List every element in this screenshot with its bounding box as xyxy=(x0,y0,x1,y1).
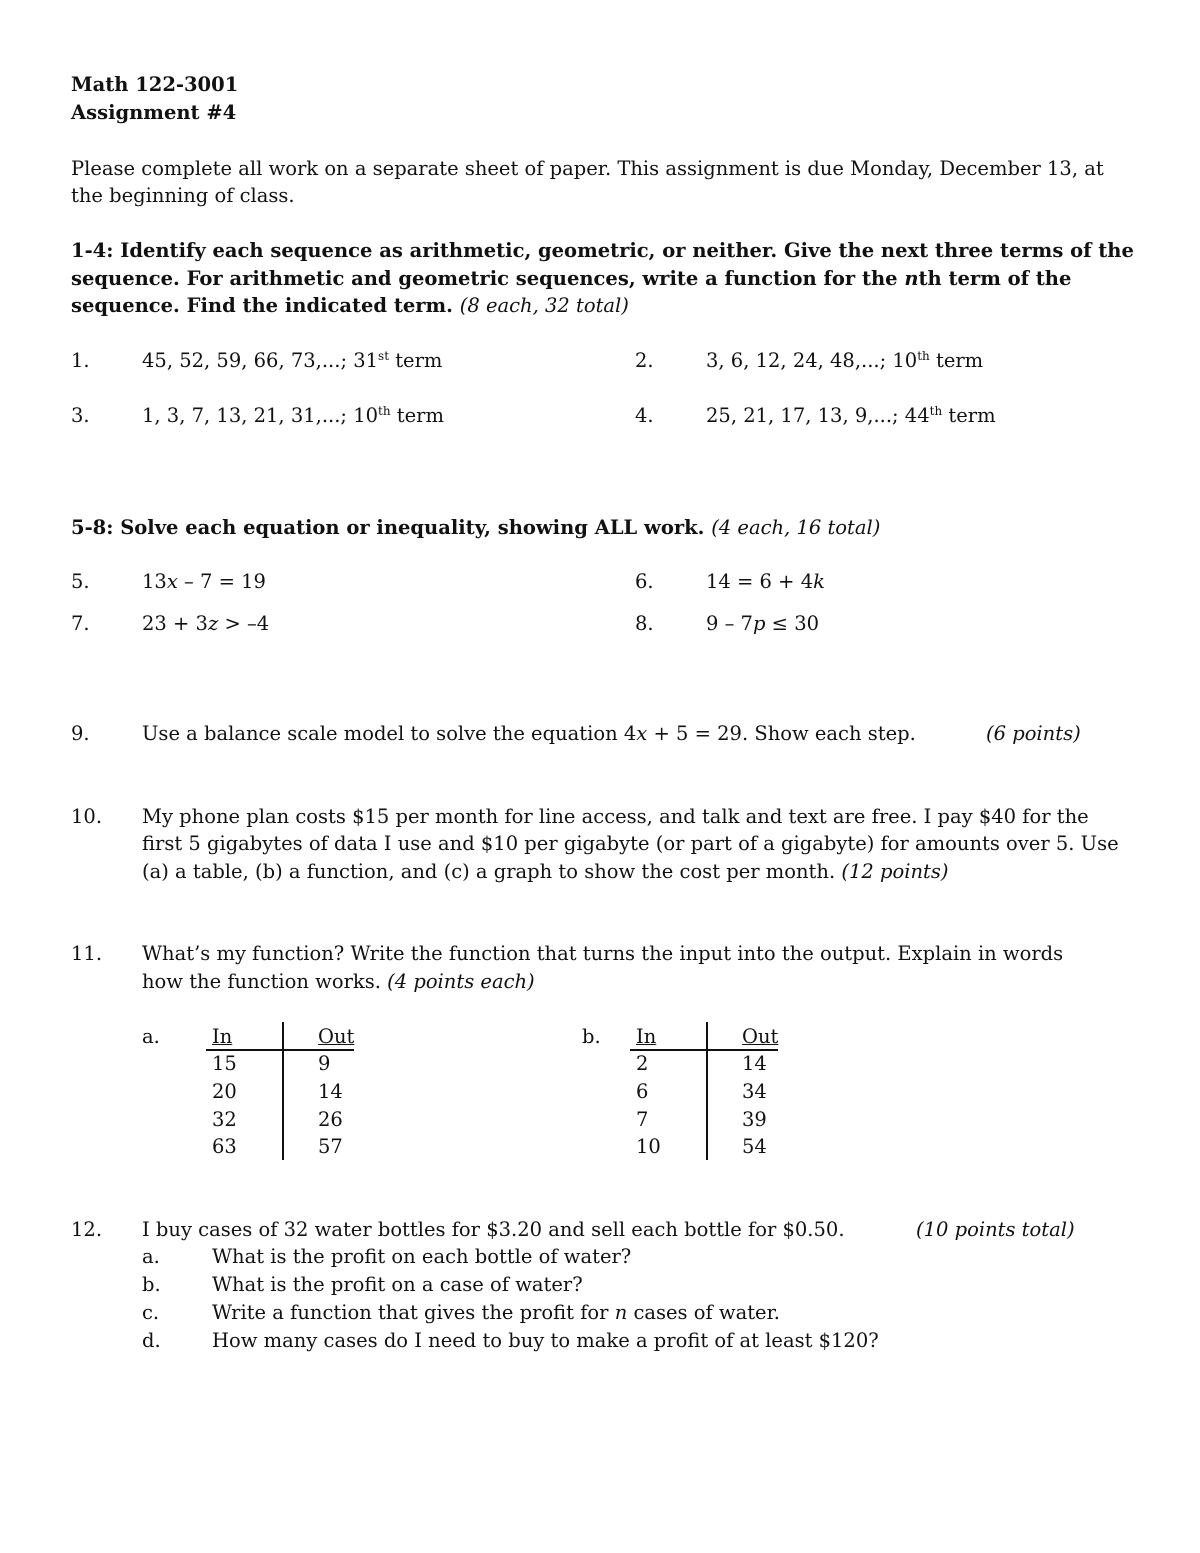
question-12-text: I buy cases of 32 water bottles for $3.20 and sell each bottle for $0.50. xyxy=(142,1218,845,1241)
table-b-out-cell: 39 xyxy=(742,1108,767,1131)
table-b-in-cell: 7 xyxy=(636,1108,649,1131)
course-title: Math 122-3001 xyxy=(71,73,239,96)
problem-6-equation: 14 = 6 + 4k xyxy=(706,570,825,593)
table-b-in-cell: 10 xyxy=(636,1135,661,1158)
question-12-part-c-label: c. xyxy=(142,1301,160,1324)
question-10-line-3: (a) a table, (b) a function, and (c) a graph to show the cost per month. (12 points) xyxy=(142,860,949,883)
table-b-in-header: In xyxy=(636,1025,657,1048)
table-b-in-cell: 2 xyxy=(636,1052,649,1075)
problem-3-sequence: 1, 3, 7, 13, 21, 31,...; 10th term xyxy=(142,404,444,427)
problem-7-number: 7. xyxy=(71,612,90,635)
table-b-label: b. xyxy=(582,1025,601,1048)
question-10-line-2: first 5 gigabytes of data I use and $10 per gigabyte (or part of a gigabyte) for amounts over 5. Use xyxy=(142,832,1119,855)
question-9-number: 9. xyxy=(71,722,90,745)
problem-8-number: 8. xyxy=(635,612,654,635)
table-a-divider xyxy=(282,1022,284,1160)
section2-heading: 5-8: Solve each equation or inequality, showing ALL work. (4 each, 16 total) xyxy=(71,516,881,539)
question-10-line-1: My phone plan costs $15 per month for line access, and talk and text are free. I pay $40 for the xyxy=(142,805,1089,828)
question-12-part-b-label: b. xyxy=(142,1273,161,1296)
table-a-out-cell: 9 xyxy=(318,1052,331,1075)
table-a-in-cell: 20 xyxy=(212,1080,237,1103)
table-a-in-cell: 15 xyxy=(212,1052,237,1075)
table-b-out-cell: 54 xyxy=(742,1135,767,1158)
problem-1-number: 1. xyxy=(71,349,90,372)
problem-8-inequality: 9 – 7p ≤ 30 xyxy=(706,612,820,635)
question-9-text: Use a balance scale model to solve the equation 4x + 5 = 29. Show each step. xyxy=(142,722,916,745)
table-a-in-cell: 63 xyxy=(212,1135,237,1158)
problem-1-sequence: 45, 52, 59, 66, 73,...; 31st term xyxy=(142,349,443,372)
question-12-points: (10 points total) xyxy=(916,1218,1075,1241)
section2-points: (4 each, 16 total) xyxy=(711,516,881,539)
table-a-in-header: In xyxy=(212,1025,233,1048)
problem-4-sequence: 25, 21, 17, 13, 9,...; 44th term xyxy=(706,404,996,427)
table-a-out-header: Out xyxy=(318,1025,355,1048)
table-b-out-cell: 14 xyxy=(742,1052,767,1075)
question-12-part-a-label: a. xyxy=(142,1245,160,1268)
question-10-points: (12 points) xyxy=(841,860,949,883)
question-12-part-d-text: How many cases do I need to buy to make a profit of at least $120? xyxy=(212,1329,879,1352)
question-12-number: 12. xyxy=(71,1218,103,1241)
assignment-title: Assignment #4 xyxy=(71,101,237,124)
table-a-label: a. xyxy=(142,1025,160,1048)
table-a-out-cell: 57 xyxy=(318,1135,343,1158)
table-b-divider xyxy=(706,1022,708,1160)
question-12-part-c-text: Write a function that gives the profit for n cases of water. xyxy=(212,1301,780,1324)
problem-4-number: 4. xyxy=(635,404,654,427)
question-11-number: 11. xyxy=(71,942,103,965)
question-12-part-d-label: d. xyxy=(142,1329,161,1352)
problem-2-number: 2. xyxy=(635,349,654,372)
question-10-number: 10. xyxy=(71,805,103,828)
instructions-line-1: Please complete all work on a separate sheet of paper. This assignment is due Monday, December 13, at xyxy=(71,157,1104,180)
question-9-points: (6 points) xyxy=(986,722,1081,745)
problem-5-equation: 13x – 7 = 19 xyxy=(142,570,266,593)
problem-7-inequality: 23 + 3z > –4 xyxy=(142,612,270,635)
section1-heading-line-2: sequence. For arithmetic and geometric sequences, write a function for the nth term of the xyxy=(71,267,1072,290)
table-b-out-cell: 34 xyxy=(742,1080,767,1103)
question-11-line-2: how the function works. (4 points each) xyxy=(142,970,535,993)
question-11-points: (4 points each) xyxy=(387,970,535,993)
question-12-part-a-text: What is the profit on each bottle of water? xyxy=(212,1245,632,1268)
problem-6-number: 6. xyxy=(635,570,654,593)
question-11-line-1: What’s my function? Write the function that turns the input into the output. Explain in words xyxy=(142,942,1064,965)
instructions-line-2: the beginning of class. xyxy=(71,184,295,207)
problem-3-number: 3. xyxy=(71,404,90,427)
table-b-out-header: Out xyxy=(742,1025,779,1048)
table-a-out-cell: 26 xyxy=(318,1108,343,1131)
table-a-out-cell: 14 xyxy=(318,1080,343,1103)
question-12-part-b-text: What is the profit on a case of water? xyxy=(212,1273,583,1296)
problem-2-sequence: 3, 6, 12, 24, 48,...; 10th term xyxy=(706,349,984,372)
section1-points: (8 each, 32 total) xyxy=(459,294,629,317)
table-b-in-cell: 6 xyxy=(636,1080,649,1103)
table-a-in-cell: 32 xyxy=(212,1108,237,1131)
problem-5-number: 5. xyxy=(71,570,90,593)
section1-heading-line-3: sequence. Find the indicated term. (8 each, 32 total) xyxy=(71,294,629,317)
section1-heading-line-1: 1-4: Identify each sequence as arithmetic, geometric, or neither. Give the next three terms of the xyxy=(71,239,1134,262)
